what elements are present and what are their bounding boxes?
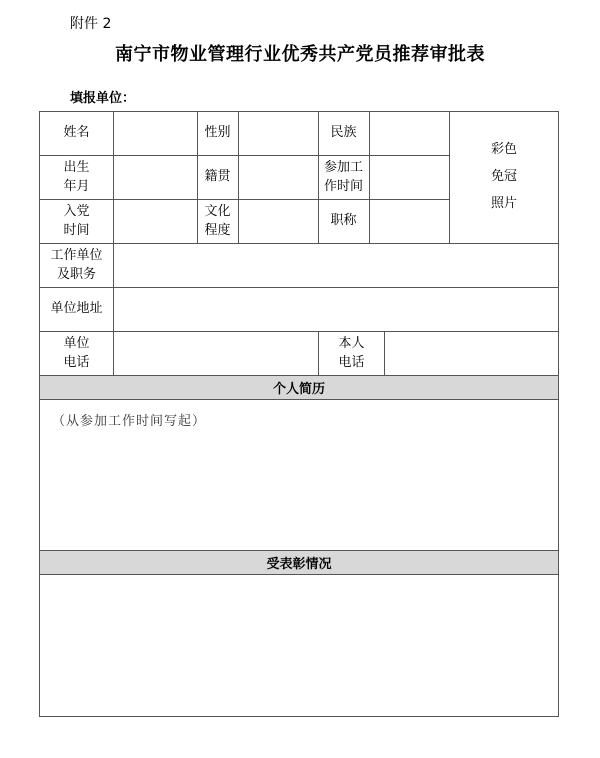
unit-phone-label: 单位 电话 xyxy=(63,335,90,370)
title-field[interactable] xyxy=(370,200,449,243)
reporting-unit-label: 填报单位： xyxy=(70,91,136,106)
address-field[interactable] xyxy=(114,288,558,331)
resume-header: 个人简历 xyxy=(40,376,558,399)
photo-line-3: 照片 xyxy=(490,195,517,211)
work-start-label: 参加工 作时间 xyxy=(323,159,363,194)
attachment-label: 附件 2 xyxy=(70,16,112,32)
gender-label: 性别 xyxy=(204,125,231,141)
title-label: 职称 xyxy=(330,213,357,229)
gender-field[interactable] xyxy=(239,112,318,155)
workplace-label: 工作单位 及职务 xyxy=(50,247,103,282)
workplace-field[interactable] xyxy=(114,244,558,287)
birth-label: 出生 年月 xyxy=(63,159,90,194)
recommendation-form xyxy=(39,111,559,717)
resume-hint: （从参加工作时间写起） xyxy=(52,414,207,429)
photo-placeholder[interactable] xyxy=(450,112,558,243)
native-place-field[interactable] xyxy=(239,156,318,199)
personal-phone-field[interactable] xyxy=(385,332,558,375)
name-label: 姓名 xyxy=(63,125,90,141)
unit-phone-field[interactable] xyxy=(114,332,318,375)
personal-phone-label: 本人 电话 xyxy=(338,335,365,370)
native-place-label: 籍贯 xyxy=(204,169,231,185)
birth-field[interactable] xyxy=(114,156,197,199)
work-start-field[interactable] xyxy=(370,156,449,199)
education-field[interactable] xyxy=(239,200,318,243)
awards-header: 受表彰情况 xyxy=(40,551,558,574)
ethnicity-label: 民族 xyxy=(330,125,357,141)
address-label: 单位地址 xyxy=(50,301,103,317)
page-title: 南宁市物业管理行业优秀共产党员推荐审批表 xyxy=(115,44,485,65)
ethnicity-field[interactable] xyxy=(370,112,449,155)
party-join-field[interactable] xyxy=(114,200,197,243)
awards-area[interactable] xyxy=(40,575,558,716)
photo-line-2: 免冠 xyxy=(490,169,517,185)
name-field[interactable] xyxy=(114,112,197,155)
party-join-label: 入党 时间 xyxy=(63,203,90,238)
photo-line-1: 彩色 xyxy=(490,142,517,158)
education-label: 文化 程度 xyxy=(204,203,231,238)
